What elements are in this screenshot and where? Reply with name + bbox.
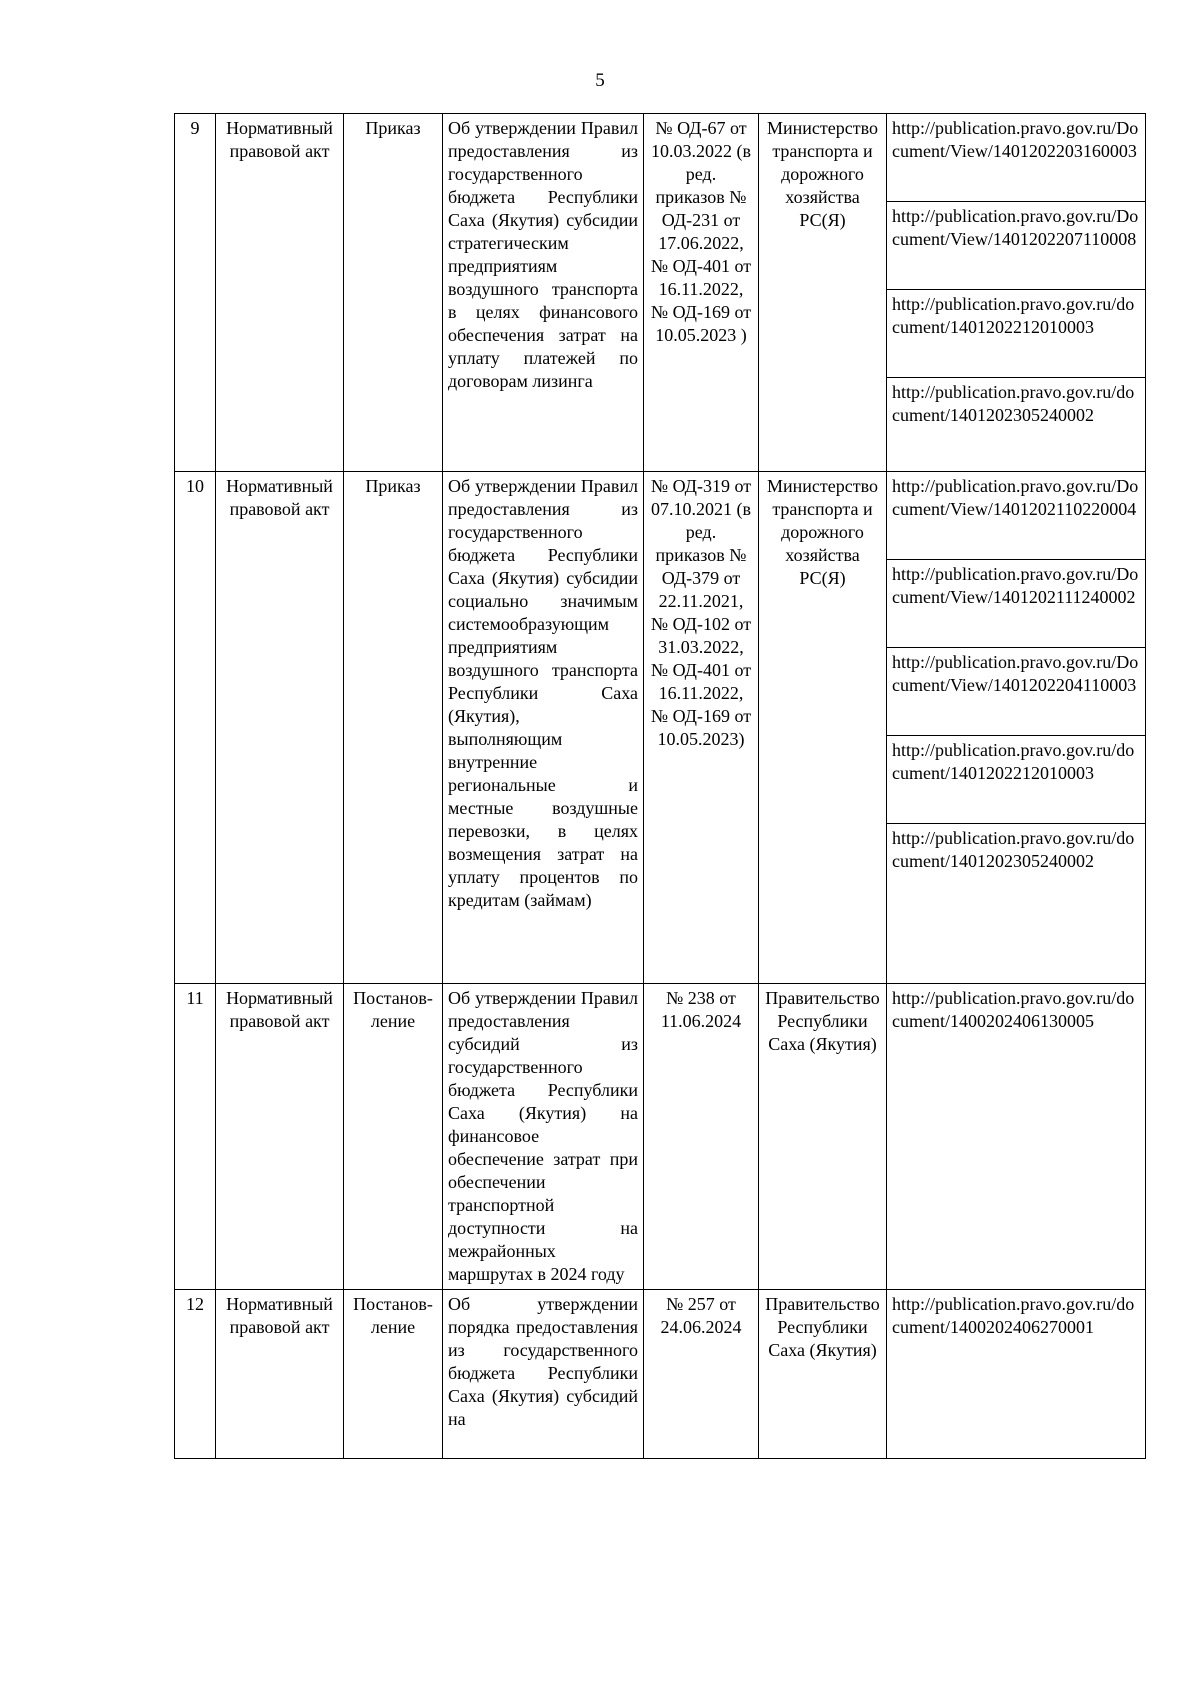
act-authority: Правительство Республики Саха (Якутия): [759, 984, 887, 1290]
act-doc-type: Постанов-ление: [344, 984, 443, 1290]
publication-link[interactable]: http://publication.pravo.gov.ru/Document/View/1401202111240002: [887, 560, 1146, 648]
row-number: 11: [175, 984, 216, 1290]
act-authority: Министерство транспорта и дорожного хозяйства РС(Я): [759, 114, 887, 472]
act-kind: Нормативный правовой акт: [216, 984, 344, 1290]
publication-link[interactable]: http://publication.pravo.gov.ru/Document/View/1401202203160003: [887, 114, 1146, 202]
row-number: 12: [175, 1290, 216, 1459]
act-number-date: № 257 от 24.06.2024: [644, 1290, 759, 1459]
page-number: 5: [595, 70, 605, 91]
table-row: [175, 472, 1146, 560]
publication-link[interactable]: http://publication.pravo.gov.ru/document/1401202212010003: [887, 736, 1146, 824]
publication-link[interactable]: http://publication.pravo.gov.ru/document/1401202305240002: [887, 378, 1146, 472]
table-row: [175, 984, 1146, 1290]
act-number-date: № ОД-67 от 10.03.2022 (в ред. приказов № ОД-231 от 17.06.2022, № ОД-401 от 16.11.2022, № ОД-169 от 10.05.2023 ): [644, 114, 759, 472]
publication-link[interactable]: http://publication.pravo.gov.ru/document/1401202305240002: [887, 824, 1146, 984]
act-kind: Нормативный правовой акт: [216, 472, 344, 984]
acts-table: [174, 113, 1146, 1459]
act-title: Об утверждении Правил предоставления субсидий из государственного бюджета Республики Саха (Якутия) на финансовое обеспечение затрат при обеспечении транспортной доступности на межрайонных маршрутах в 2024 году: [443, 984, 644, 1290]
table-row: [175, 114, 1146, 202]
act-authority: Министерство транспорта и дорожного хозяйства РС(Я): [759, 472, 887, 984]
act-number-date: № ОД-319 от 07.10.2021 (в ред. приказов № ОД-379 от 22.11.2021, № ОД-102 от 31.03.2022, № ОД-401 от 16.11.2022, № ОД-169 от 10.05.2023): [644, 472, 759, 984]
act-doc-type: Приказ: [344, 472, 443, 984]
publication-link[interactable]: http://publication.pravo.gov.ru/document/1401202212010003: [887, 290, 1146, 378]
publication-link[interactable]: http://publication.pravo.gov.ru/Document/View/1401202204110003: [887, 648, 1146, 736]
act-title: Об утверждении Правил предоставления из государственного бюджета Республики Саха (Якутия) субсидии социально значимым системообразующим предприятиям воздушного транспорта Республики Саха (Якутия), выполняющим внутренние региональные и местные воздушные перевозки, в целях возмещения затрат на уплату процентов по кредитам (займам): [443, 472, 644, 984]
act-doc-type: Постанов-ление: [344, 1290, 443, 1459]
table-row: [175, 1290, 1146, 1459]
publication-link[interactable]: http://publication.pravo.gov.ru/Document/View/1401202207110008: [887, 202, 1146, 290]
publication-link[interactable]: http://publication.pravo.gov.ru/document/1400202406130005: [887, 984, 1146, 1290]
publication-link[interactable]: http://publication.pravo.gov.ru/document/1400202406270001: [887, 1290, 1146, 1459]
publication-link[interactable]: http://publication.pravo.gov.ru/Document/View/1401202110220004: [887, 472, 1146, 560]
act-kind: Нормативный правовой акт: [216, 114, 344, 472]
act-authority: Правительство Республики Саха (Якутия): [759, 1290, 887, 1459]
row-number: 10: [175, 472, 216, 984]
act-doc-type: Приказ: [344, 114, 443, 472]
acts-table-body: [175, 114, 1146, 1459]
row-number: 9: [175, 114, 216, 472]
act-kind: Нормативный правовой акт: [216, 1290, 344, 1459]
act-number-date: № 238 от 11.06.2024: [644, 984, 759, 1290]
act-title: Об утверждении порядка предоставления из государственного бюджета Республики Саха (Якутия) субсидий на: [443, 1290, 644, 1459]
act-title: Об утверждении Правил предоставления из государственного бюджета Республики Саха (Якутия) субсидии стратегическим предприятиям воздушного транспорта в целях финансового обеспечения затрат на уплату платежей по договорам лизинга: [443, 114, 644, 472]
